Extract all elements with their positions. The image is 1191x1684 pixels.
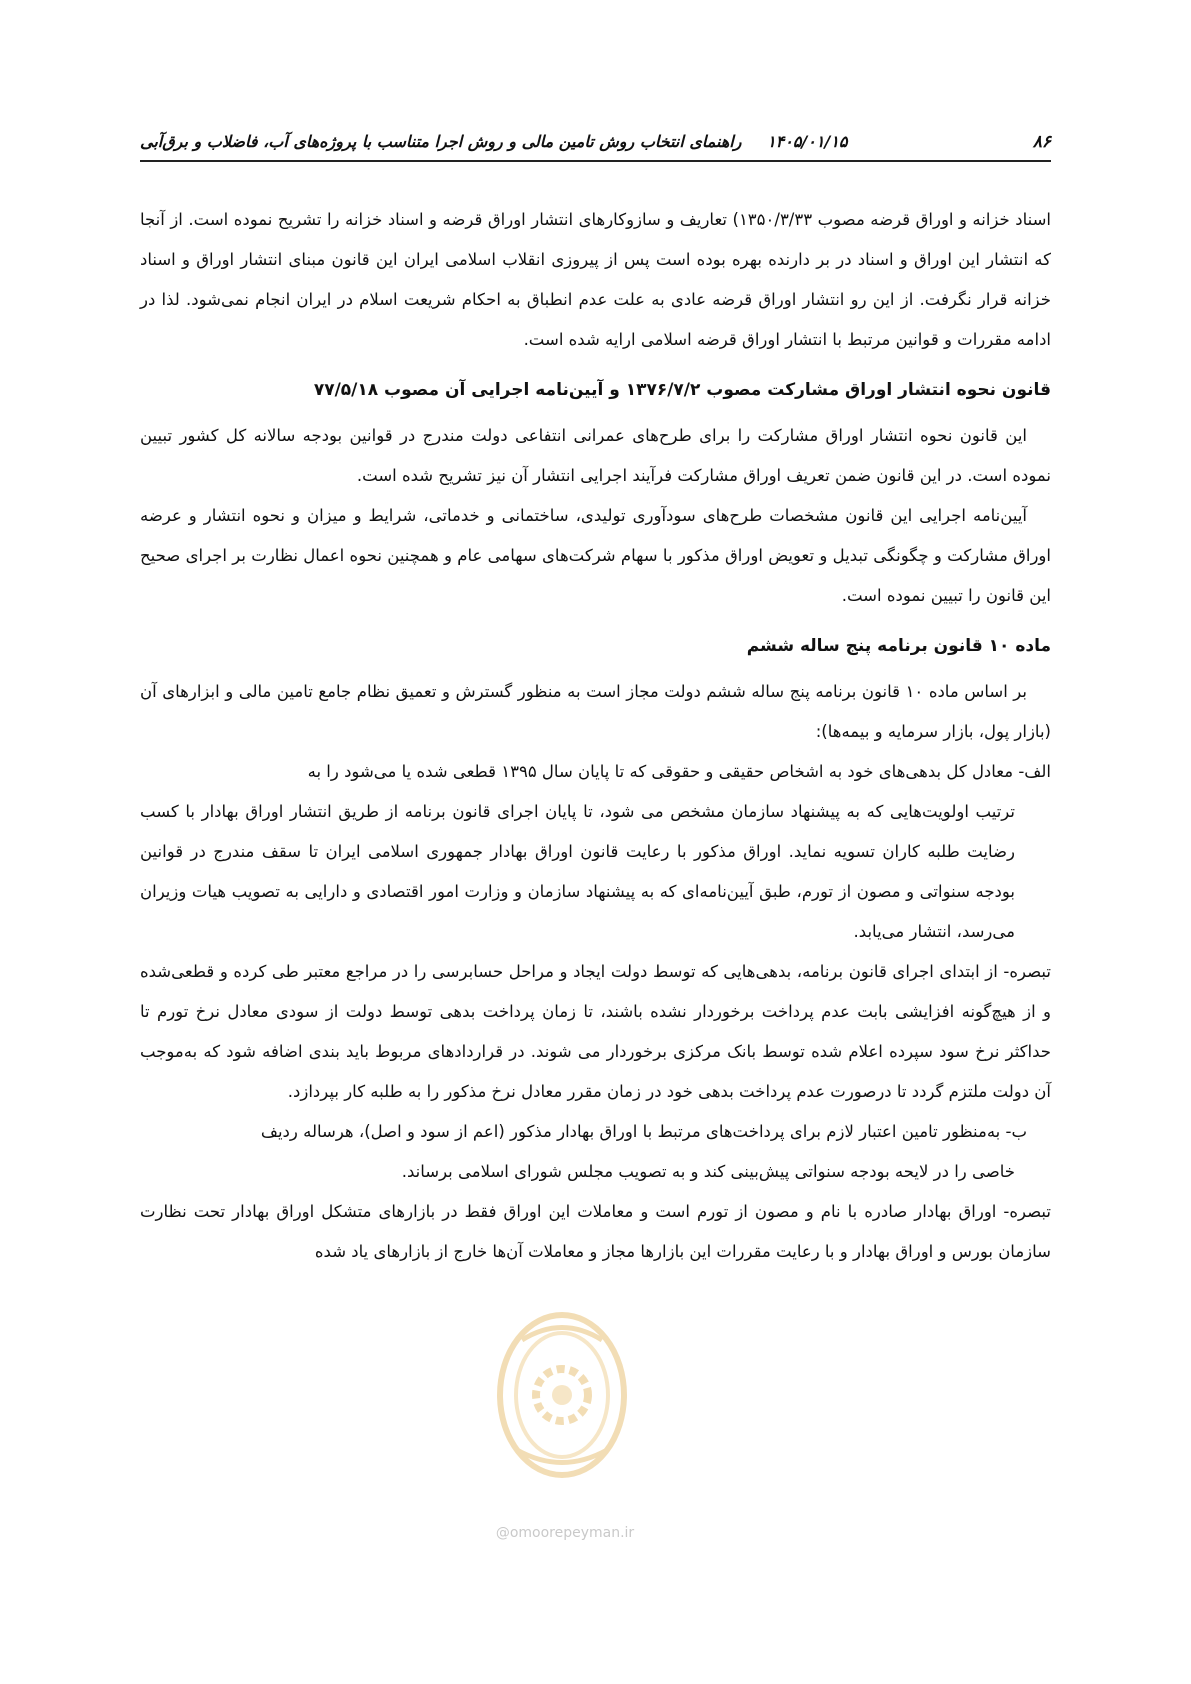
page-number: ۸۶	[1032, 132, 1051, 152]
watermark-site: @omoorepeyman.ir	[495, 1525, 635, 1541]
header-date: ۱۴۰۵/۰۱/۱۵	[767, 132, 848, 151]
running-title	[140, 132, 848, 151]
intro-paragraph: اسناد خزانه و اوراق قرضه مصوب ۱۳۵۰/۳/۳۳) تعاریف و سازوکارهای انتشار اوراق قرضه و اسناد خزانه را تشریح نموده است. از آنجا که انتشار این اوراق و اسناد در بر دارنده بهره بوده است پس از پیروزی انقلاب اسلامی ایران این قانون مبنای انتشار اوراق و اسناد خزانه قرار نگرفت. از این رو انتشار اوراق قرضه عادی به علت عدم انطباق به احکام شریعت اسلام در ایران انجام نمی‌شود. لذا در ادامه مقررات و قوانین مرتبط با انتشار اوراق قرضه اسلامی ارایه شده است.	[140, 210, 1051, 349]
note-2: تبصره- اوراق بهادار صادره با نام و مصون از تورم است و معاملات این اوراق فقط در بازارهای متشکل اوراق بهادار تحت نظارت سازمان بورس و اوراق بهادار و با رعایت مقررات این بازارها مجاز و معاملات آن‌ها خارج از بازارهای یاد شده	[140, 1202, 1051, 1261]
clause-alef-continued: ترتیب اولویت‌هایی که به پیشنهاد سازمان مشخص می شود، تا پایان اجرای قانون برنامه از طریق انتشار اوراق بهادار با کسب رضایت طلبه کاران تسویه نماید. اوراق مذکور با رعایت قانون اوراق بهادار جمهوری اسلامی ایران تا سقف مندرج در قوانین بودجه سنواتی و مصون از تورم، طبق آیین‌نامه‌ای که به پیشنهاد سازمان و وزارت امور اقتصادی و دارایی به تصویب هیات وزیران می‌رسد، انتشار می‌یابد.	[140, 802, 1015, 941]
body-text	[140, 200, 1051, 1272]
section-heading-participation-bonds: قانون نحوه انتشار اوراق مشارکت مصوب ۱۳۷۶/۷/۲ و آیین‌نامه اجرایی آن مصوب ۷۷/۵/۱۸	[313, 380, 1051, 400]
page-header	[140, 130, 1051, 162]
section-heading-article-10: ماده ۱۰ قانون برنامه پنج ساله ششم	[746, 636, 1051, 656]
clause-alef-first-line: الف- معادل کل بدهی‌های خود به اشخاص حقیقی و حقوقی که تا پایان سال ۱۳۹۵ قطعی شده یا می‌شود را به	[307, 762, 1051, 781]
watermark-logo	[482, 1300, 642, 1490]
header-title: راهنمای انتخاب روش تامین مالی و روش اجرا متناسب با پروژه‌های آب، فاضلاب و برق‌آبی	[140, 132, 742, 151]
paragraph-article-10: بر اساس ماده ۱۰ قانون برنامه پنج ساله ششم دولت مجاز است به منظور گسترش و تعمیق نظام جامع تامین مالی و ابزارهای آن (بازار پول، بازار سرمایه و بیمه‌ها):	[140, 682, 1051, 741]
clause-be-continued: خاصی را در لایحه بودجه سنواتی پیش‌بینی کند و به تصویب مجلس شورای اسلامی برساند.	[401, 1162, 1015, 1181]
paragraph-regulation-description: آیین‌نامه اجرایی این قانون مشخصات طرح‌های سودآوری تولیدی، ساختمانی و خدماتی، شرایط و میزان و نحوه انتشار و عرضه اوراق مشارکت و چگونگی تبدیل و تعویض اوراق مذکور با سهام شرکت‌های سهامی عام و همچنین نحوه اعمال نظارت بر اجرای صحیح این قانون را تبیین نموده است.	[140, 506, 1051, 605]
paragraph-law-description: این قانون نحوه انتشار اوراق مشارکت را برای طرح‌های عمرانی انتفاعی دولت مندرج در قوانین بودجه سالانه کل کشور تبیین نموده است. در این قانون ضمن تعریف اوراق مشارکت فرآیند اجرایی انتشار آن نیز تشریح شده است.	[140, 426, 1051, 485]
clause-be-first-line: ب- به‌منظور تامین اعتبار لازم برای پرداخت‌های مرتبط با اوراق بهادار مذکور (اعم از سود و اصل)، هرساله ردیف	[260, 1122, 1027, 1141]
note-1: تبصره- از ابتدای اجرای قانون برنامه، بدهی‌هایی که توسط دولت ایجاد و مراحل حسابرسی را در مراجع معتبر طی کرده و قطعی‌شده و از هیچ‌گونه افزایشی بابت عدم پرداخت برخوردار نشده باشند، تا زمان پرداخت بدهی توسط دولت از سودی معادل نرخ تورم تا حداکثر نرخ سود سپرده اعلام شده توسط بانک مرکزی برخوردار می شوند. در قراردادهای مربوط باید بندی اضافه شود که به‌موجب آن دولت ملتزم گردد تا درصورت عدم پرداخت بدهی خود در زمان مقرر معادل نرخ مذکور را به طلبه کار بپردازد.	[140, 962, 1051, 1101]
